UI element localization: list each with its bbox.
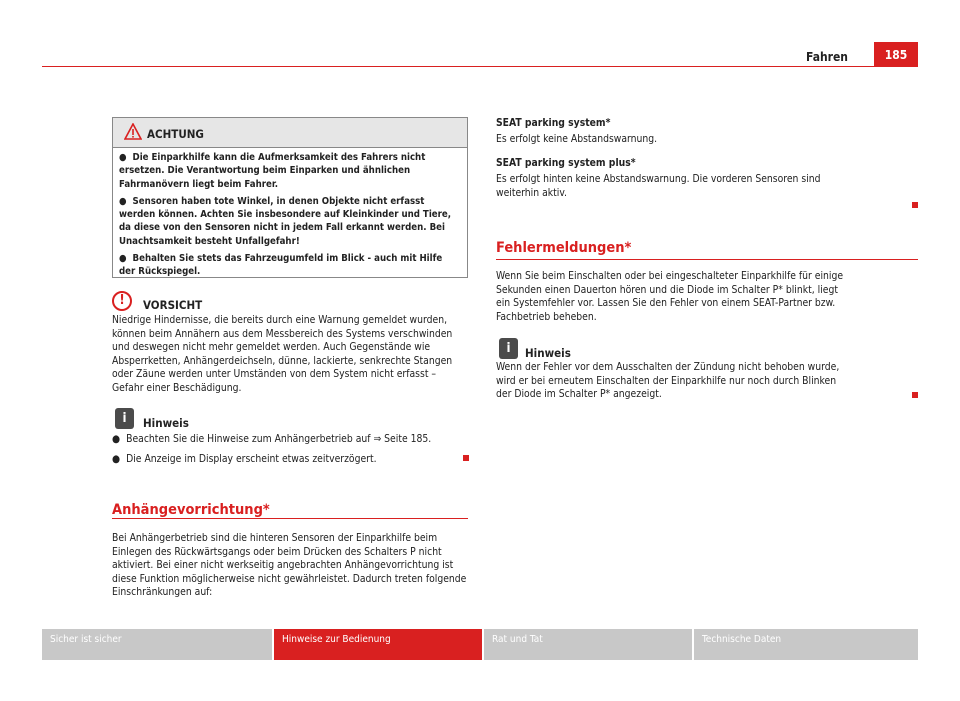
achtung-body: [119, 151, 461, 283]
footer-tab-bedienung[interactable]: Hinweise zur Bedienung: [274, 629, 482, 660]
section-end-marker: [912, 202, 918, 208]
note-icon: i: [499, 338, 518, 359]
list-item: ● Die Anzeige im Display erscheint etwas zeitverzögert.: [112, 452, 377, 465]
achtung-item: ● Behalten Sie stets das Fahrzeugumfeld im Blick - auch mit Hilfe der Rückspiegel.: [119, 253, 443, 278]
heading-underline: [496, 259, 918, 260]
anhaenger-heading: Anhängevorrichtung*: [112, 502, 270, 518]
caution-icon: !: [112, 291, 132, 311]
section-end-marker: [463, 455, 469, 461]
hinweis-right-title: Hinweis: [525, 346, 571, 360]
spsp-title: SEAT parking system plus*: [496, 157, 636, 169]
footer-tab-rat-und-tat[interactable]: Rat und Tat: [484, 629, 692, 660]
anhaenger-text: Bei Anhängerbetrieb sind die hinteren Sensoren der Einparkhilfe beim Einlegen des Rückwärtsgangs oder beim Drücken des Schalters P nicht aktiviert. Bei einer nicht werkseitig angebrachten Anhängevorrichtung ist diese Funktion möglicherweise nicht gewährleistet. Dadurch treten folgende Einschränkungen auf:: [112, 532, 467, 599]
fehler-text: Wenn Sie beim Einschalten oder bei eingeschalteter Einparkhilfe für einige Sekunden einen Dauerton hören und die Diode im Schalter P* blinkt, liegt ein Systemfehler vor. Lassen Sie den Fehler von einem SEAT-Partner bzw. Fachbetrieb beheben.: [496, 270, 844, 323]
achtung-warning-box: [112, 117, 468, 278]
heading-underline: [112, 518, 468, 519]
vorsicht-title: VORSICHT: [143, 298, 203, 312]
list-item: ● Beachten Sie die Hinweise zum Anhängerbetrieb auf ⇒ Seite 185.: [112, 433, 432, 445]
sps-title: SEAT parking system*: [496, 117, 611, 129]
achtung-item: ● Die Einparkhilfe kann die Aufmerksamkeit des Fahrers nicht ersetzen. Die Verantwortung beim Einparken und ähnlichen Fahrmanövern liegt beim Fahrer.: [119, 152, 426, 190]
hinweis-left-list: [112, 433, 470, 472]
footer-tab-technische-daten[interactable]: Technische Daten: [694, 629, 918, 660]
achtung-item: ● Sensoren haben tote Winkel, in denen Objekte nicht erfasst werden können. Achten Sie insbesondere auf Kleinkinder und Tiere, da diese von den Sensoren nicht in jedem Fall erkannt werden. Bei Unachtsamkeit besteht Unfallgefahr!: [119, 195, 452, 247]
footer-tab-sicher[interactable]: Sicher ist sicher: [42, 629, 272, 660]
hinweis-right-text: Wenn der Fehler vor dem Ausschalten der Zündung nicht behoben wurde, wird er bei erneutem Einschalten der Einparkhilfe nur noch durch Blinken der Diode im Schalter P* angezeigt.: [496, 361, 840, 401]
fehler-heading: Fehlermeldungen*: [496, 240, 632, 256]
header-divider: [42, 66, 918, 67]
page-number: 185: [874, 42, 918, 66]
sps-text: Es erfolgt keine Abstandswarnung.: [496, 133, 658, 145]
achtung-header: [113, 118, 467, 148]
hinweis-left-title: Hinweis: [143, 416, 189, 430]
section-end-marker: [912, 392, 918, 398]
achtung-title: ACHTUNG: [147, 127, 204, 141]
page-header-title: Fahren: [806, 50, 848, 64]
vorsicht-text: Niedrige Hindernisse, die bereits durch eine Warnung gemeldet wurden, können beim Annähern aus dem Messbereich des Systems verschwinden und deswegen nicht mehr gemeldet werden. Auch Gegenstände wie Absperrketten, Anhängerdeichseln, dünne, lackierte, senkrechte Stangen oder Zäune werden unter Umständen von dem System nicht erfasst – Gefahr einer Beschädigung.: [112, 314, 453, 394]
warning-triangle-icon: [124, 123, 142, 140]
note-icon: i: [115, 408, 134, 429]
spsp-text: Es erfolgt hinten keine Abstandswarnung. Die vorderen Sensoren sind weiterhin aktiv.: [496, 173, 821, 199]
